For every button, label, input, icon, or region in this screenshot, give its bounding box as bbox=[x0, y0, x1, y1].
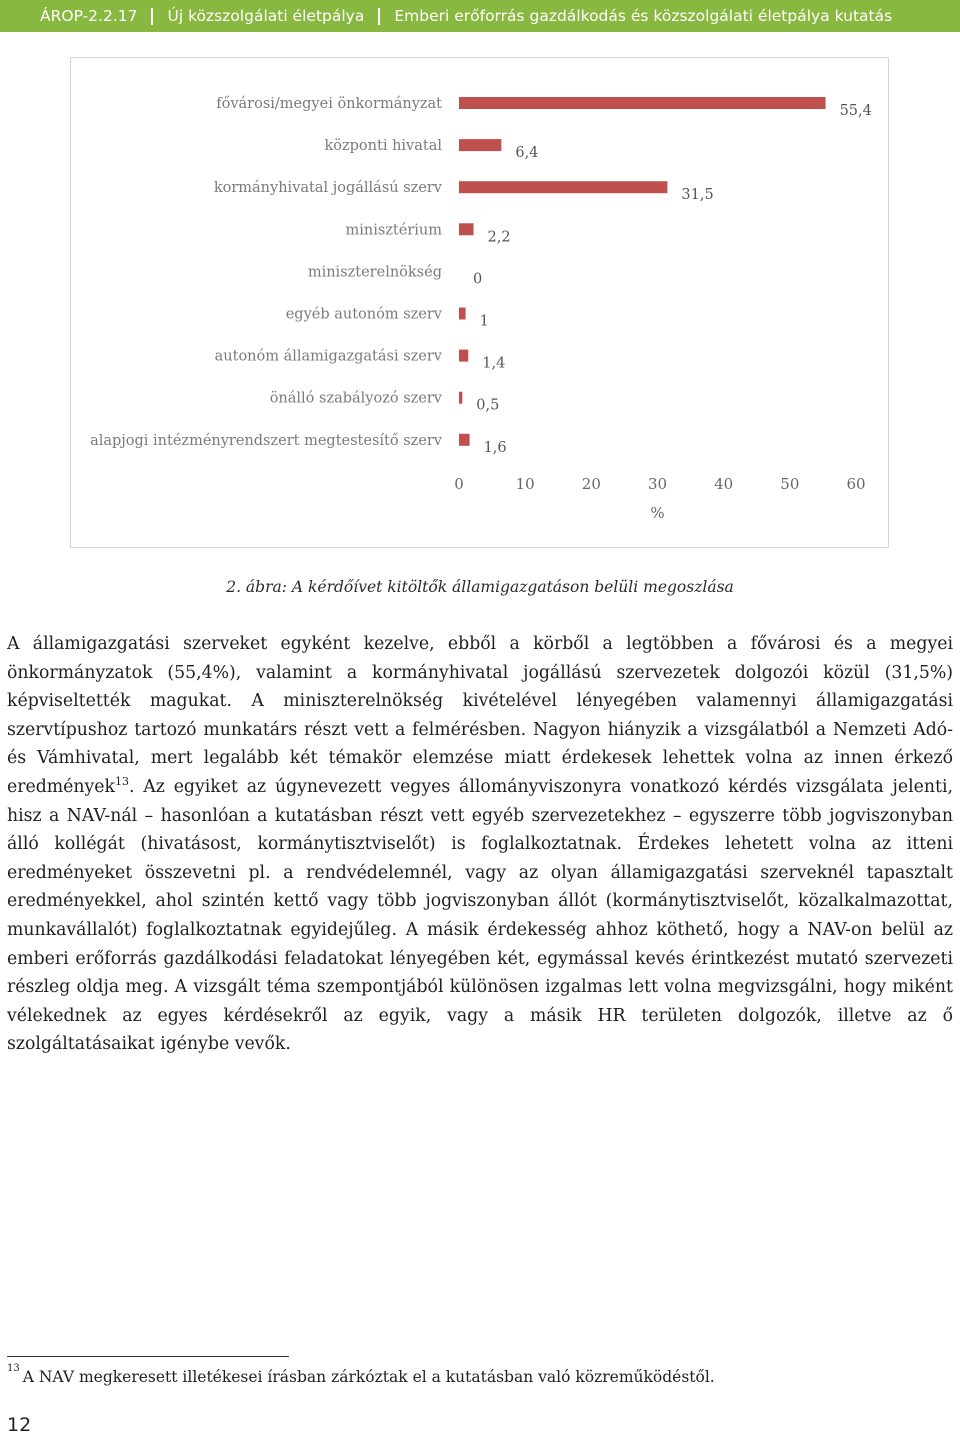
figure-caption: 2. ábra: A kérdőívet kitöltők államigazgatáson belüli megoszlása bbox=[226, 578, 734, 596]
bar bbox=[459, 392, 462, 404]
body-paragraph bbox=[7, 630, 953, 1059]
category-label: önálló szabályozó szerv bbox=[269, 390, 442, 407]
data-label: 2,2 bbox=[487, 229, 511, 246]
bar-chart bbox=[70, 57, 889, 548]
x-tick-label: 20 bbox=[581, 475, 601, 493]
footnote-divider bbox=[7, 1356, 289, 1357]
data-label: 1 bbox=[479, 313, 489, 330]
bar bbox=[459, 350, 468, 362]
category-label: központi hivatal bbox=[324, 138, 442, 155]
bar bbox=[459, 97, 826, 109]
footnote-text: A NAV megkeresett illetékesei írásban zárkóztak el a kutatásban való közreműködéstől. bbox=[22, 1368, 715, 1387]
x-tick-label: 30 bbox=[647, 475, 668, 493]
category-label: fővárosi/megyei önkormányzat bbox=[216, 96, 442, 112]
header-separator bbox=[378, 8, 380, 25]
data-label: 31,5 bbox=[681, 187, 714, 204]
category-label: miniszterelnökség bbox=[307, 264, 442, 281]
bar bbox=[459, 139, 501, 151]
data-label: 1,4 bbox=[482, 355, 506, 372]
bar bbox=[459, 223, 474, 235]
page-header bbox=[0, 0, 960, 32]
x-tick-label: 40 bbox=[714, 475, 734, 493]
category-label: autonóm államigazgatási szerv bbox=[214, 348, 442, 365]
x-axis-label: % bbox=[650, 504, 665, 522]
bar bbox=[459, 181, 667, 193]
bar bbox=[459, 434, 470, 446]
bar bbox=[459, 308, 466, 320]
data-label: 0 bbox=[473, 271, 483, 288]
data-label: 55,4 bbox=[839, 103, 872, 119]
footnote bbox=[7, 1363, 715, 1387]
footnote-reference[interactable]: 13 bbox=[114, 775, 129, 789]
data-label: 0,5 bbox=[476, 397, 500, 414]
page-number: 12 bbox=[7, 1414, 32, 1436]
body-text-part1: A államigazgatási szerveket egyként kezelve, ebből a körből a legtöbben a fővárosi és a megyei önkormányzatok (55,4%), valamint a kormányhivatal jogállású szervezetek dolgozói közül (31,5%) képviseltették magukat. A miniszterelnökség kivételével lényegében valamennyi államigazgatási szervtípushoz tartozó munkatárs részt vett a felmérésben. Nagyon hiányzik a vizsgálatból a Nemzeti Adó-és Vámhivatal, mert legalább két témakör elemzése miatt érdekesek lehettek volna az innen érkező eredmények bbox=[7, 634, 953, 797]
header-program: ÁROP-2.2.17 bbox=[40, 7, 138, 25]
header-separator bbox=[151, 8, 153, 25]
category-label: minisztérium bbox=[345, 222, 442, 239]
header-project: Új közszolgálati életpálya bbox=[167, 7, 365, 25]
x-tick-label: 60 bbox=[846, 475, 866, 493]
body-text-part2: . Az egyiket az úgynevezett vegyes állományviszonyra vonatkozó kérdés vizsgálata jelenti, hisz a NAV-nál – hasonlóan a kutatásban részt vett egyéb szervezetekhez – egyszerre több jogviszonyban álló kollégát (hivatásost, kormánytisztviselőt) is foglalkoztatnak. Érdekes lehetett volna az itteni eredményeket összevetni pl. a rendvédelemnél, vagy az olyan államigazgatási szerveknél tapasztalt eredményekkel, ahol szintén kettő vagy több jogviszonyban állót (kormánytisztviselőt, közalkalmazottat, munkavállalót) foglalkoztatnak egyidejűleg. A másik érdekesség ahhoz köthető, hogy a NAV-on belül az emberi erőforrás gazdálkodási feladatokat lényegében két, egymással kevés érintkezést mutató szervezeti részleg oldja meg. A vizsgált téma szempontjából különösen izgalmas lett volna megvizsgálni, hogy miként vélekednek az egyes kérdésekről az egyik, vagy a másik HR területen dolgozók, illetve az ő szolgáltatásaikat igénybe vevők. bbox=[7, 776, 953, 1055]
x-tick-label: 10 bbox=[515, 475, 535, 493]
data-label: 6,4 bbox=[515, 145, 539, 162]
category-label: egyéb autonóm szerv bbox=[285, 306, 442, 323]
footnote-number: 13 bbox=[7, 1363, 20, 1374]
category-label: kormányhivatal jogállású szerv bbox=[213, 180, 442, 197]
x-tick-label: 0 bbox=[454, 475, 464, 493]
header-subtitle: Emberi erőforrás gazdálkodás és közszolgálati életpálya kutatás bbox=[394, 7, 893, 25]
x-tick-label: 50 bbox=[780, 475, 800, 493]
category-label: alapjogi intézményrendszert megtestesítő szerv bbox=[90, 432, 442, 449]
data-label: 1,6 bbox=[483, 439, 507, 456]
